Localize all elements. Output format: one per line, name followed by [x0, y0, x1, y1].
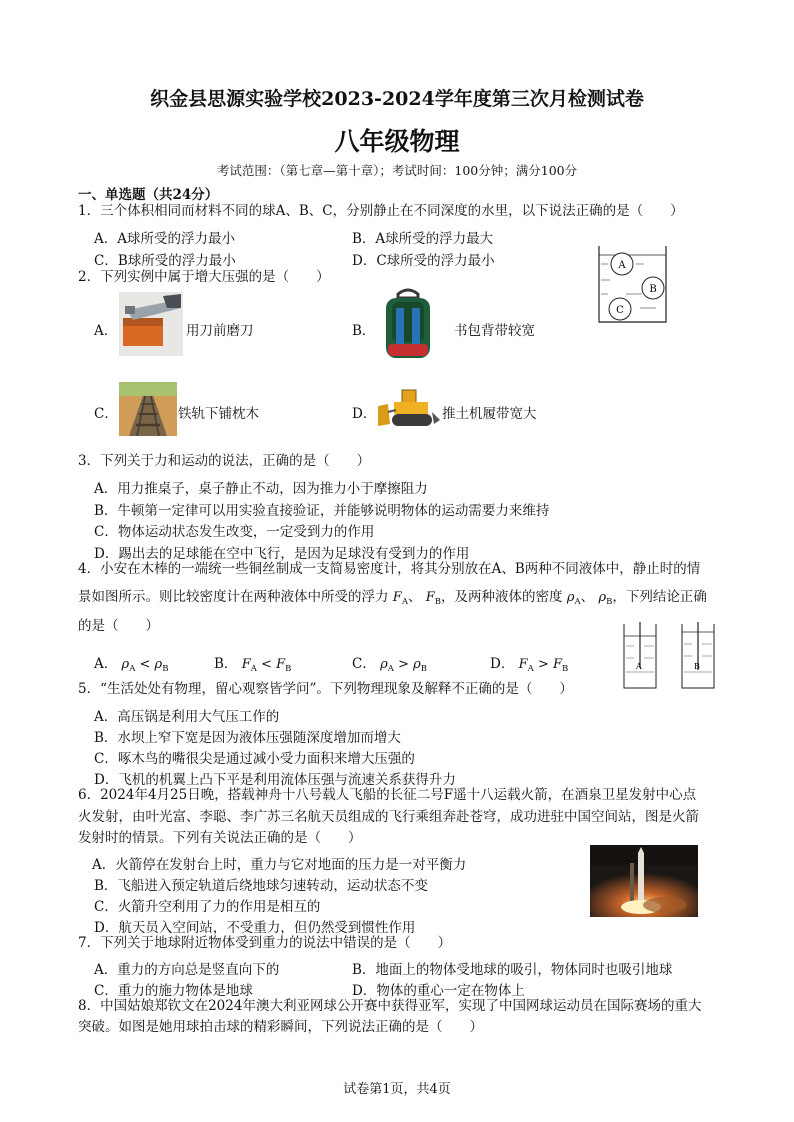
q4-option-c: C． $\rho_A > \rho_B$ [352, 656, 428, 674]
q7-option-d: D．物体的重心一定在物体上 [352, 983, 525, 999]
q6-line3: 发射时的情景。下列有关说法正确的是（ ） [78, 830, 362, 846]
q1-stem: 1．三个体积相同而材料不同的球A、B、C，分别静止在不同深度的水里，以下说法正确的是（ ） [78, 203, 684, 219]
q6-option-b: B．飞船进入预定轨道后绕地球匀速转动，运动状态不变 [94, 878, 428, 894]
q1-option-d: D．C球所受的浮力最小 [352, 253, 495, 269]
ball-c-label: C [616, 305, 624, 316]
q5-stem: 5．“生活处处有物理，留心观察皆学问”。下列物理现象及解释不正确的是（ ） [78, 681, 573, 697]
q1-beaker-figure [596, 242, 670, 326]
q3-option-c: C．物体运动状态发生改变，一定受到力的作用 [94, 524, 375, 540]
bulldozer-image [376, 384, 440, 430]
q2-option-b-letter: B． [352, 323, 376, 339]
q1-option-c: C．B球所受的浮力最小 [94, 253, 236, 269]
q5-option-a: A．高压锅是利用大气压工作的 [94, 709, 280, 725]
q7-option-c: C．重力的施力物体是地球 [94, 983, 253, 999]
hydrometer-b-label: B [694, 662, 700, 671]
backpack-image [376, 288, 440, 364]
q6-option-a: A．火箭停在发射台上时，重力与它对地面的压力是一对平衡力 [92, 857, 467, 873]
q6-option-d: D．航天员入空间站，不受重力，但仍然受到惯性作用 [94, 920, 416, 936]
hydrometer-a-label: A [636, 662, 642, 671]
q1-option-a: A．A球所受的浮力最小 [94, 231, 235, 247]
q6-option-c: C．火箭升空利用了力的作用是相互的 [94, 899, 321, 915]
q2-option-c-letter: C． [94, 406, 118, 422]
railway-sleepers-image [119, 382, 177, 436]
q5-option-b: B．水坝上窄下宽是因为液体压强随深度增加而增大 [94, 730, 401, 746]
subject-title: 八年级物理 [334, 127, 460, 156]
page-footer: 试卷第1页，共4页 [343, 1082, 451, 1097]
q4-option-b: B． $F_A < F_B$ [214, 656, 292, 674]
rocket-launch-image [590, 845, 698, 917]
q1-option-b: B．A球所受的浮力最大 [352, 231, 494, 247]
q3-option-a: A．用力推桌子，桌子静止不动，因为推力小于摩擦阻力 [94, 481, 428, 497]
knife-sharpening-image [119, 292, 183, 356]
q7-stem: 7．下列关于地球附近物体受到重力的说法中错误的是（ ） [78, 935, 452, 951]
q7-option-a: A．重力的方向总是竖直向下的 [94, 962, 280, 978]
q2-option-c-text: 铁轨下铺枕木 [178, 406, 259, 422]
q4-line2: 景如图所示。则比较密度计在两种液体中所受的浮力 $F_A$、 $F_B$，及两种液体的密度 $\rho_A$、 $\rho_B$，下列结论正确 [78, 589, 707, 607]
q6-line2: 火发射，由叶光富、李聪、李广苏三名航天员组成的飞行乘组奔赴苍穹，成功进驻中国空间站，图是火箭 [78, 809, 699, 825]
q8-line2: 突破。如图是她用球拍击球的精彩瞬间，下列说法正确的是（ ） [78, 1019, 483, 1035]
exam-scope: 考试范围：（第七章—第十章）；考试时间：100分钟；满分100分 [216, 163, 578, 178]
q3-option-b: B．牛顿第一定律可以用实验直接验证，并能够说明物体的运动需要力来维持 [94, 503, 550, 519]
q2-option-a-letter: A． [94, 323, 118, 339]
q6-line1: 6．2024年4月25日晚，搭载神舟十八号载人飞船的长征二号F遥十八运载火箭，在酒泉卫星发射中心点 [78, 787, 697, 803]
q7-option-b: B．地面上的物体受地球的吸引，物体同时也吸引地球 [352, 962, 673, 978]
exam-title: 织金县思源实验学校2023-2024学年度第三次月检测试卷 [150, 88, 644, 110]
q2-stem: 2．下列实例中属于增大压强的是（ ） [78, 269, 330, 285]
q3-option-d: D．踢出去的足球能在空中飞行，是因为足球没有受到力的作用 [94, 546, 470, 562]
q4-line3: 的是（ ） [78, 618, 159, 634]
q4-option-d: D． $F_A > F_B$ [490, 656, 569, 674]
q5-option-c: C．啄木鸟的嘴很尖是通过减小受力面积来增大压强的 [94, 751, 415, 767]
q4-option-a: A． $\rho_A < \rho_B$ [94, 656, 169, 674]
q8-line1: 8．中国姑娘郑钦文在2024年澳大利亚网球公开赛中获得亚军，实现了中国网球运动员在国际赛场的重大 [78, 998, 702, 1014]
q5-option-d: D．飞机的机翼上凸下平是利用流体压强与流速关系获得升力 [94, 772, 456, 788]
q2-option-b-text: 书包背带较宽 [454, 323, 535, 339]
q2-option-a-text: 用刀前磨刀 [186, 323, 254, 339]
q2-option-d-text: 推土机履带宽大 [442, 406, 537, 422]
q4-hydrometer-figure [622, 622, 722, 692]
ball-a-label: A [618, 260, 626, 271]
q4-line1: 4．小安在木棒的一端统一些铜丝制成一支简易密度计，将其分别放在A、B两种不同液体中，静止时的情 [78, 561, 701, 577]
section-title: 一、单选题（共24分） [78, 187, 219, 203]
ball-b-label: B [649, 284, 657, 295]
q3-stem: 3．下列关于力和运动的说法，正确的是（ ） [78, 453, 371, 469]
q2-option-d-letter: D． [352, 406, 377, 422]
